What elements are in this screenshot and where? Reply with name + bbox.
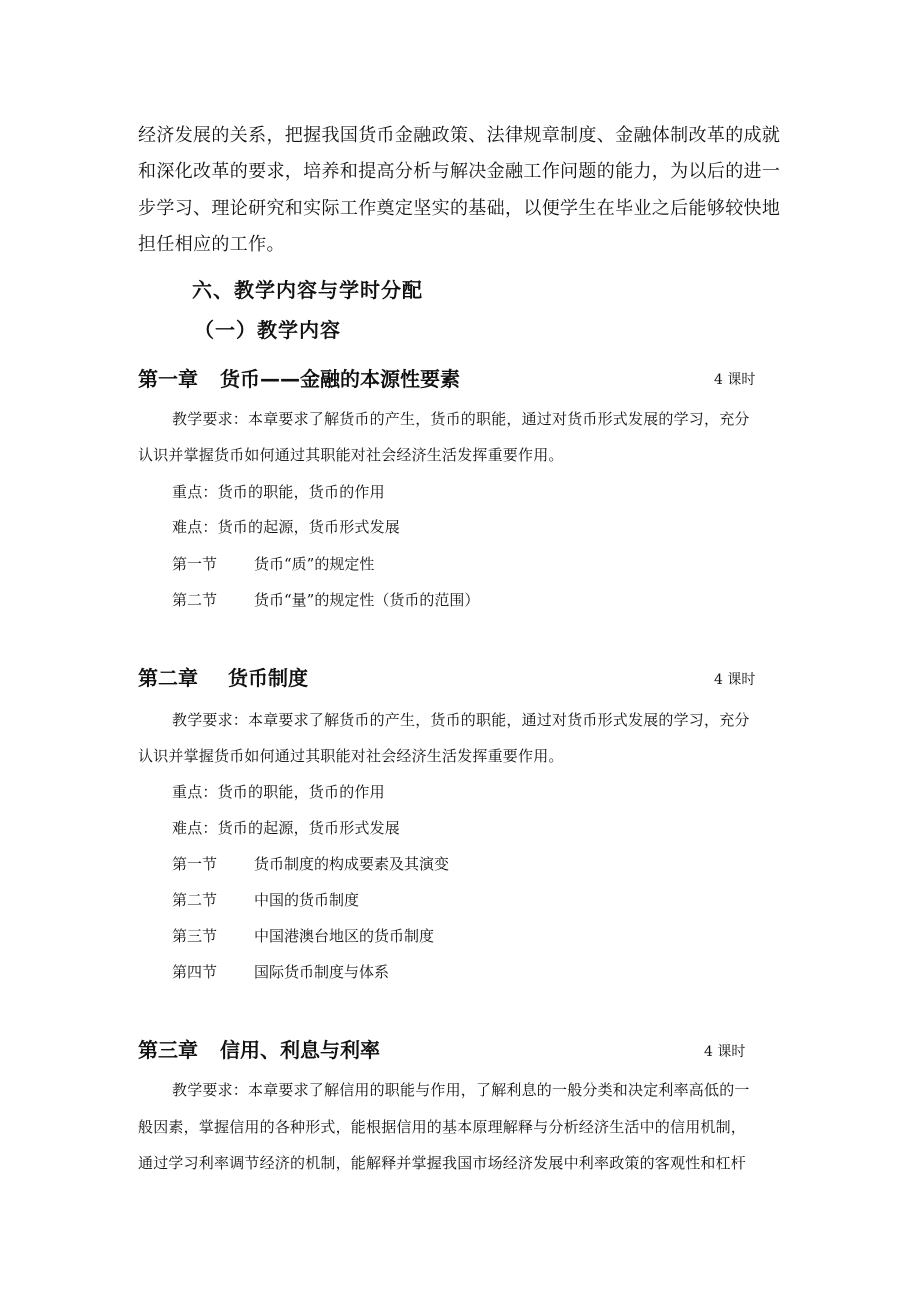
subsection-heading: （一）教学内容 (194, 318, 341, 342)
chapter-number: 第三章 (138, 1038, 198, 1062)
chapter-hours: 4 课时 (704, 1044, 746, 1060)
section-number: 第四节 (172, 963, 218, 981)
section-title: 国际货币制度与体系 (254, 963, 390, 981)
section-title: 货币制度的构成要素及其演变 (254, 855, 450, 873)
chapter-hours: 4 课时 (714, 372, 756, 388)
section-number: 第一节 (172, 855, 218, 873)
intro-line: 和深化改革的要求，培养和提高分析与解决金融工作问题的能力，为以后的进一 (138, 161, 781, 182)
chapter-title: 信用、利息与利率 (220, 1038, 380, 1062)
requirement-line: 通过学习利率调节经济的机制，能解释并掌握我国市场经济发展中利率政策的客观性和杠杆 (138, 1154, 747, 1172)
section-number: 第二节 (172, 591, 218, 609)
intro-line: 步学习、理论研究和实际工作奠定坚实的基础，以便学生在毕业之后能够较快地 (138, 198, 781, 219)
chapter-title: 货币制度 (228, 666, 308, 690)
requirement-line: 教学要求：本章要求了解货币的产生，货币的职能，通过对货币形式发展的学习，充分 (172, 711, 750, 729)
key-points: 重点：货币的职能，货币的作用 (172, 483, 385, 501)
requirement-line: 教学要求：本章要求了解信用的职能与作用，了解利息的一般分类和决定利率高低的一 (172, 1081, 750, 1099)
section-title: 中国的货币制度 (254, 891, 360, 909)
section-number: 第三节 (172, 927, 218, 945)
section-number: 第二节 (172, 891, 218, 909)
section-heading: 六、教学内容与学时分配 (192, 278, 423, 302)
chapter-title: 货币——金融的本源性要素 (220, 367, 460, 391)
requirement-line: 教学要求：本章要求了解货币的产生，货币的职能，通过对货币形式发展的学习，充分 (172, 410, 750, 428)
requirement-line: 认识并掌握货币如何通过其职能对社会经济生活发挥重要作用。 (138, 747, 564, 765)
requirement-line: 认识并掌握货币如何通过其职能对社会经济生活发挥重要作用。 (138, 446, 564, 464)
key-points: 重点：货币的职能，货币的作用 (172, 783, 385, 801)
difficulties: 难点：货币的起源，货币形式发展 (172, 518, 401, 536)
section-title: 货币“量”的规定性（货币的范围） (254, 591, 480, 609)
chapter-number: 第一章 (138, 367, 198, 391)
chapter-number: 第二章 (138, 666, 198, 690)
chapter-heading (138, 664, 308, 692)
difficulties: 难点：货币的起源，货币形式发展 (172, 819, 401, 837)
section-title: 货币“质”的规定性 (254, 555, 375, 573)
section-title: 中国港澳台地区的货币制度 (254, 927, 435, 945)
intro-line: 担任相应的工作。 (138, 234, 285, 255)
section-number: 第一节 (172, 555, 218, 573)
requirement-line: 般因素，掌握信用的各种形式，能根据信用的基本原理解释与分析经济生活中的信用机制， (138, 1118, 747, 1136)
chapter-heading (138, 365, 460, 393)
intro-line: 经济发展的关系，把握我国货币金融政策、法律规章制度、金融体制改革的成就 (138, 125, 781, 146)
chapter-hours: 4 课时 (714, 672, 756, 688)
chapter-heading (138, 1036, 380, 1064)
